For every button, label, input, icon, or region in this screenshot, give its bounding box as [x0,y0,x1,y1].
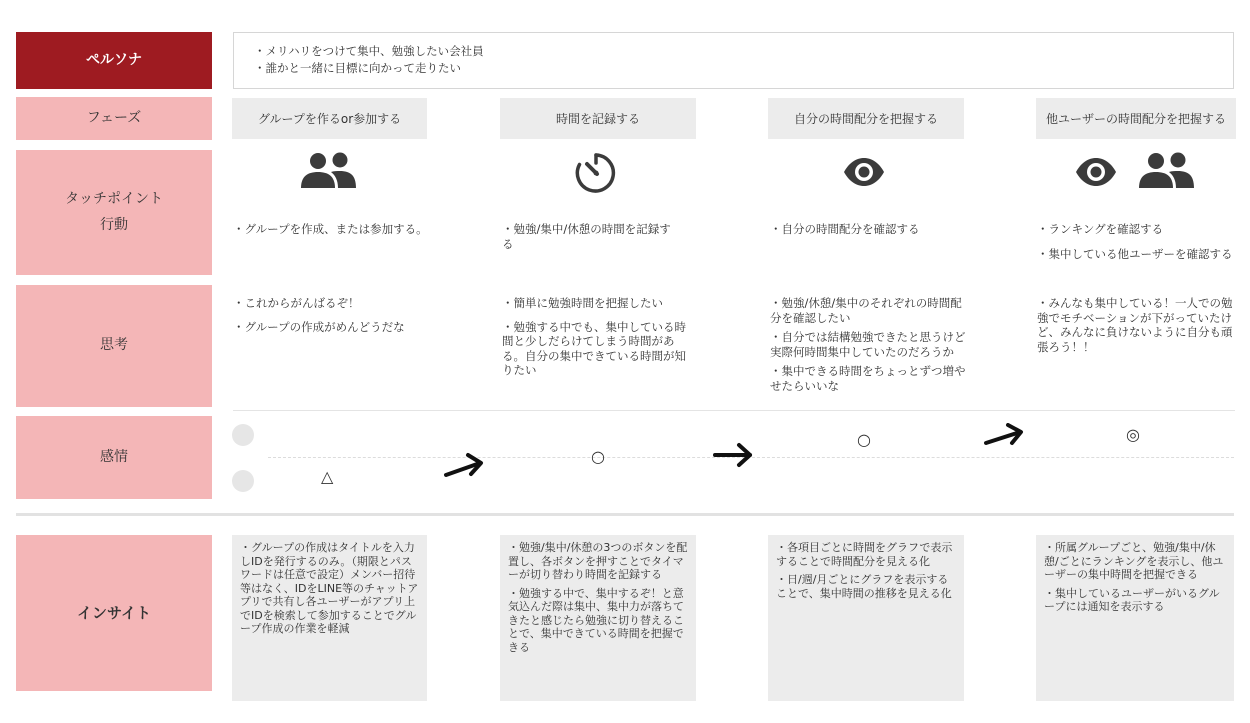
action-cell-4 [1037,222,1237,267]
thought-text: ・勉強する中でも、集中している時間と少しだらけてしまう時間がある。自分の集中できている時間が知りたい [502,319,686,377]
unhappy-face-icon [232,470,254,492]
group-icon [1136,150,1196,190]
row-label-touchpoint [16,150,212,275]
insight-text: ・勉強する中で、集中するぞ！と意気込んだ際は集中、集中力が落ちてきたと感じたら勉強に切り替えることで、集中できている時間を把握できる [508,586,684,654]
persona-line-2: ・誰かと一緒に目標に向かって走りたい [254,61,461,75]
insight-text: ・勉強/集中/休憩の3つのボタンを配置し、各ボタンを押すことでタイマーが切り替わり時間を記録する [508,541,688,581]
action-cell-1 [233,222,428,242]
action-text: ・集中している他ユーザーを確認する [1037,247,1233,261]
thinking-cell-3 [770,296,970,398]
action-text: ・勉強/集中/休憩の時間を記録する [502,222,671,251]
thought-text: ・これからがんばるぞ！ [233,296,360,310]
touchpoint-label-line2: 行動 [100,216,128,233]
thought-text: ・自分では結構勉強できたと思うけど実際何時間集中していたのだろうか [770,330,966,359]
phase-header-3: 自分の時間配分を把握する [768,98,964,139]
arrow-right-icon [983,423,1025,449]
arrow-right-icon [443,451,485,479]
emotion-top-divider [233,410,1235,411]
thought-text: ・簡単に勉強時間を把握したい [502,296,663,310]
action-text: ・自分の時間配分を確認する [770,222,920,236]
insight-text: ・各項目ごとに時間をグラフで表示することで時間配分を見える化 [776,541,953,568]
row-label-insight: インサイト [16,535,212,691]
insight-cell-4 [1036,535,1234,701]
insight-cell-1 [232,535,427,701]
group-icon [298,150,358,190]
action-text: ・グループを作成、または参加する。 [233,222,428,236]
emotion-marker-3: ○ [857,430,871,449]
emotion-marker-4: ◎ [1126,425,1140,444]
section-divider [16,513,1234,516]
thinking-cell-2 [502,296,692,383]
thought-text: ・みんなも集中している！一人での勉強でモチベーションが下がっていたけど、みんなに負けないように自分も頑張ろう！！ [1037,296,1233,354]
persona-line-1: ・メリハリをつけて集中、勉強したい会社員 [254,44,484,58]
row-label-thinking: 思考 [16,285,212,407]
action-cell-3 [770,222,960,242]
action-text: ・ランキングを確認する [1037,222,1164,236]
row-label-phase: フェーズ [16,97,212,140]
phase-header-4: 他ユーザーの時間配分を把握する [1036,98,1236,139]
insight-text: ・グループの作成はタイトルを入力しIDを発行するのみ。（期限とパスワードは任意で設定）メンバー招待等はなく、IDをLINE等のチャットアプリで共有し各ユーザーがアプリ上でIDを検索して参加することでグループ作成の作業を軽減 [240,541,419,635]
action-cell-2 [502,222,682,256]
thought-text: ・勉強/休憩/集中のそれぞれの時間配分を確認したい [770,296,962,325]
touchpoint-label-line1: タッチポイント [65,191,163,208]
arrow-right-icon [712,442,754,468]
phase-header-2: 時間を記録する [500,98,696,139]
insight-cell-3 [768,535,964,701]
row-label-emotion: 感情 [16,416,212,499]
eye-icon [842,156,886,188]
phase-header-1: グループを作るor参加する [232,98,427,139]
insight-text: ・集中しているユーザーがいるグループには通知を表示する [1044,586,1220,613]
insight-text: ・所属グループごと、勉強/集中/休憩/ごとにランキングを表示し、他ユーザーの集中時間を把握できる [1044,541,1224,581]
thought-text: ・グループの作成がめんどうだな [233,319,405,334]
emotion-marker-1: △ [321,467,334,486]
thought-text: ・集中できる時間をちょっとずつ増やせたらいいな [770,364,966,393]
row-label-persona: ペルソナ [16,32,212,89]
insight-cell-2 [500,535,696,701]
insight-text: ・日/週/月ごとにグラフを表示することで、集中時間の推移を見える化 [776,573,952,600]
happy-face-icon [232,424,254,446]
persona-box [233,32,1234,89]
eye-icon [1074,156,1118,188]
timer-icon [574,149,618,195]
thinking-cell-1 [233,296,423,339]
emotion-marker-2: ○ [591,447,605,466]
thinking-cell-4 [1037,296,1237,359]
